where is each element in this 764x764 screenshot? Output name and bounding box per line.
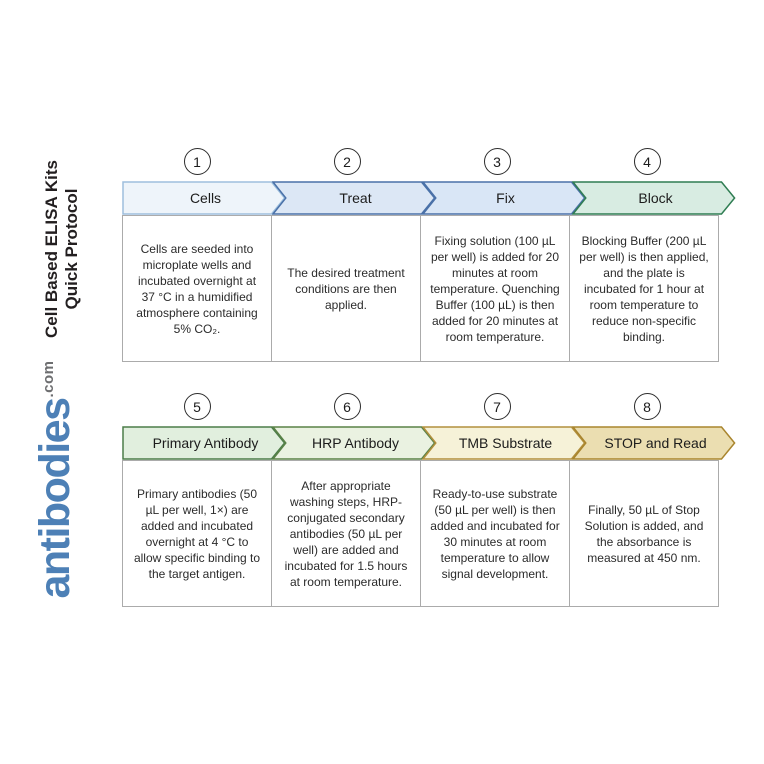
arrow-row-1 [122,181,736,215]
step-description-box-8 [569,460,719,607]
step-arrow-primary-antibody [122,426,286,460]
step-arrow-tmb-substrate [422,426,586,460]
step-description: The desired treatment conditions are then applied. [287,265,405,312]
brand-logo [31,348,83,612]
step-number-row-1 [122,148,736,176]
step-number-badge-7: 7 [484,393,511,420]
step-description: Primary antibodies (50 µL per well, 1×) are added and incubated overnight at 4 °C to allow specific binding to the target antigen. [133,486,261,581]
step-label: STOP and Read [604,435,707,451]
step-arrow-hrp-antibody [272,426,436,460]
step-description-box-6 [271,460,421,607]
step-description: Fixing solution (100 µL per well) is added for 20 minutes at room temperature. Quenching Buffer (100 µL) is then added for 20 minutes at room temperature. [430,233,560,344]
step-number-badge-5: 5 [184,393,211,420]
step-description-box-7 [420,460,570,607]
step-arrow-stop-and-read [572,426,736,460]
step-number-badge-8: 8 [634,393,661,420]
step-arrow-fix [422,181,586,215]
brand-logo-text: antibodies [31,398,79,599]
step-number-badge-1: 1 [184,148,211,175]
step-description-box-2 [271,215,421,362]
protocol-title-line1: Cell Based ELISA Kits [42,160,61,338]
step-description: Blocking Buffer (200 µL per well) is then applied, and the plate is incubated for 1 hour at room temperature to reduce non-specific binding. [579,233,709,344]
step-description-box-3 [420,215,570,362]
description-row-1 [122,215,736,362]
step-label: Primary Antibody [152,435,259,451]
step-arrow-block [572,181,736,215]
step-description: Ready-to-use substrate (50 µL per well) is then added and incubated for 30 minutes at room temperature to allow signal development. [430,486,560,581]
brand-logo-tld: .com [40,360,57,398]
protocol-title [42,149,84,349]
protocol-row-2 [122,393,736,607]
step-arrow-treat [272,181,436,215]
step-number-badge-3: 3 [484,148,511,175]
step-description-box-5 [122,460,272,607]
step-description-box-4 [569,215,719,362]
arrow-row-2 [122,426,736,460]
protocol-title-line2: Quick Protocol [62,188,81,310]
step-number-badge-2: 2 [334,148,361,175]
step-label: Cells [189,190,222,206]
protocol-row-1 [122,148,736,362]
step-label: Block [638,190,673,206]
step-description-box-1 [122,215,272,362]
step-description: After appropriate washing steps, HRP-conjugated secondary antibodies (50 µL per well) are added and incubated for 1.5 hours at room temperature. [284,478,408,589]
step-description: Finally, 50 µL of Stop Solution is added, and the absorbance is measured at 450 nm. [584,502,704,565]
step-number-badge-6: 6 [334,393,361,420]
step-description: Cells are seeded into microplate wells and incubated overnight at 37 °C in a humidified atmosphere containing 5% CO₂. [136,241,258,336]
step-number-row-2 [122,393,736,421]
step-label: Treat [339,190,372,206]
step-label: Fix [496,190,515,206]
step-number-badge-4: 4 [634,148,661,175]
step-arrow-cells [122,181,286,215]
description-row-2 [122,460,736,607]
step-label: TMB Substrate [458,435,553,451]
step-label: HRP Antibody [312,435,399,451]
